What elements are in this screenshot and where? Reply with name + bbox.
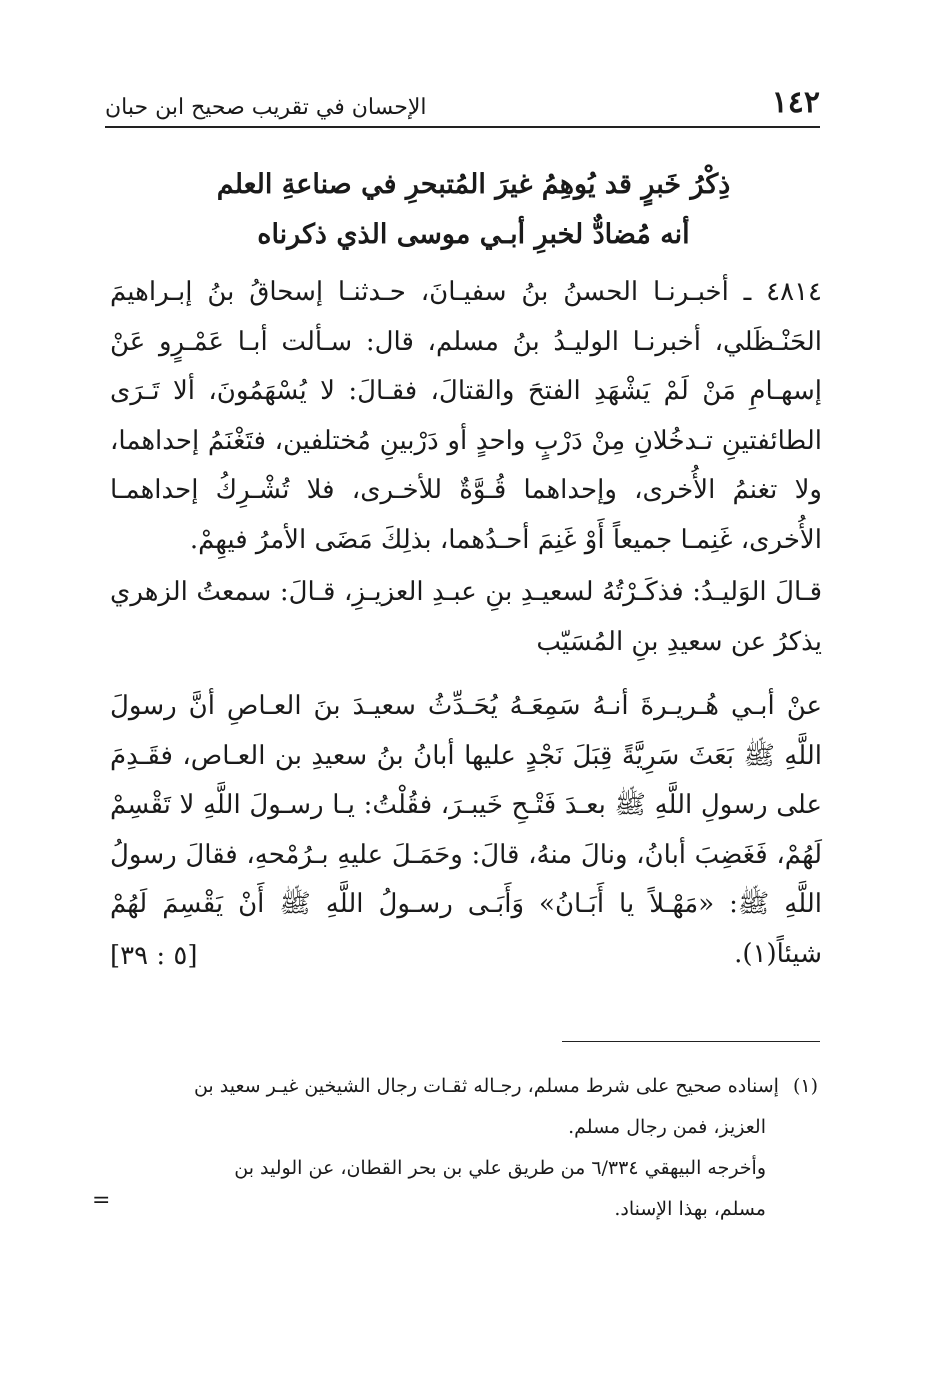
continuation-mark: = bbox=[92, 1188, 111, 1213]
footnote-line: العزيز، فمن رجال مسلم. bbox=[568, 1116, 766, 1138]
chapter-title bbox=[100, 160, 847, 260]
hadith-chain-paragraph: قـالَ الوَليـدُ: فذكَـرْتُهُ لسعيـدِ بنِ عبـدِ العزيـزِ، قـالَ: سمعتُ الزهري يذكرُ عن سعيدِ بنِ المُسَيّب bbox=[110, 577, 822, 657]
footnote-separator bbox=[562, 1041, 820, 1042]
footnote-line: وأخرجه البيهقي ٦/٣٣٤ من طريق علي بن بحر القطان، عن الوليد بن bbox=[234, 1157, 766, 1179]
hadith-isnad-paragraph: ٤٨١٤ ـ أخبـرنـا الحسنُ بنُ سفيـانَ، حـدثنـا إسحاقُ بنُ إبـراهيمَ الحَنْـظَلي، أخبرنـا الوليـدُ بنُ مسلم، قال: سـألت أبـا عَمْـرٍو عَنْ إسهـامِ مَنْ لَمْ يَشْهَدِ الفتحَ والقتالَ، فقـالَ: لا يُسْهَمُونَ، ألا تَـرَى الطائفتينِ تـدخُلانِ مِنْ دَرْبٍ واحدٍ أو دَرْبينِ مُختلفين، فتَغْنَمُ إحداهما، ولا تغنمُ الأُخرى، وإحداهما قُـوَّةٌ للأخـرى، فلا تُشْـرِكُ إحداهمـا الأُخرى، غَنِمـا جميعاً أَوْ غَنِمَ أحـدُهما، بذلِكَ مَضَى الأمرُ فيهِمْ. bbox=[110, 277, 822, 555]
hadith-text-paragraph bbox=[110, 682, 822, 981]
footnote-text: إسناده صحيح على شرط مسلم، رجـاله ثقـات رجال الشيخين غيـر سعيد بن bbox=[193, 1075, 779, 1097]
running-header bbox=[105, 78, 820, 128]
footnotes bbox=[118, 1066, 818, 1230]
book-title: الإحسان في تقريب صحيح ابن حبان bbox=[105, 95, 427, 120]
chapter-title-line-1: ذِكْرُ خَبرٍ قد يُوهِمُ غيرَ المُتبحرِ في صناعةِ العلم bbox=[216, 169, 731, 200]
footnote-line: مسلم، بهذا الإسناد. bbox=[614, 1198, 766, 1220]
footnote-line bbox=[118, 1066, 818, 1107]
page-number: ١٤٢ bbox=[771, 85, 820, 120]
reference-number: [٥ : ٣٩] bbox=[110, 940, 198, 971]
hadith-text: عنْ أبـي هُـريـرةَ أنـهُ سَمِعَـهُ يُحَـدِّثُ سعيـدَ بنَ العـاصِ أنَّ رسولَ اللَّهِ ﷺ بَعَثَ سَرِيَّةً قِبَلَ نَجْدٍ عليها أبانُ بنُ سعيدِ بن العـاص، فقَـدِمَ على رسولِ اللَّهِ ﷺ بعـدَ فَتْـحِ خَيبـرَ، فقُلْتُ: يـا رسـولَ اللَّهِ لا تَقْسِمْ لَهُمْ، فَغَضِبَ أبانُ، ونالَ منهُ، قالَ: وحَمَـلَ عليهِ بـرُمْحهِ، فقالَ رسولُ اللَّهِ ﷺ: «مَهْـلاً يا أَبَـانُ» وَأَبَـى رسـولُ اللَّهِ ﷺ أَنْ يَقْسِمَ لَهُمْ شيئاً(١). bbox=[110, 691, 822, 969]
footnote-number: (١) bbox=[792, 1075, 818, 1097]
chapter-title-line-2: أنه مُضادٌّ لخبرِ أبـي موسى الذي ذكرناه bbox=[257, 219, 690, 250]
